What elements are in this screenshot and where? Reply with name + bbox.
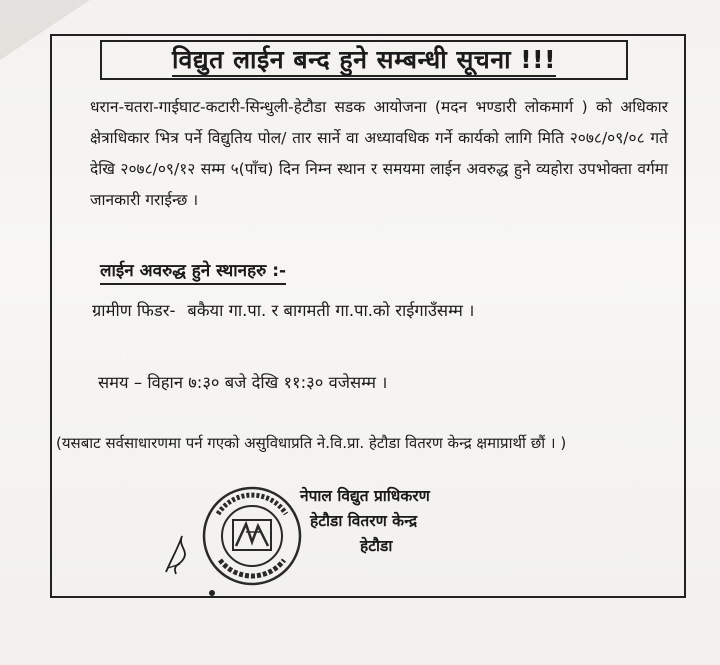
issuing-authority [290,484,510,559]
authority-city: हेटौडा [360,537,393,555]
authority-name: नेपाल विद्युत प्राधिकरण [300,487,430,505]
notice-title-box [100,40,628,80]
signature-mark [158,528,198,578]
office-seal-stamp [200,484,304,588]
feeder-line [92,298,474,321]
places-heading: लाईन अवरुद्ध हुने स्थानहरु :- [100,258,286,281]
feeder-value: बकैया गा.पा. र बागमती गा.पा.को राईगाउँसम्म । [187,301,475,320]
notice-title: विद्युत लाईन बन्द हुने सम्बन्धी सूचना !!! [172,45,556,77]
apology-note: (यसबाट सर्वसाधारणमा पर्न गएको असुविधाप्रति ने.वि.प्रा. हेटौडा वितरण केन्द्र क्षमाप्रार्थी छौं । ) [56,434,567,452]
feeder-label: ग्रामीण फिडर- [92,301,176,320]
ink-dot [209,590,215,596]
outage-time: समय – विहान ७:३० बजे देखि ११:३० वजेसम्म । [98,373,388,392]
authority-office: हेटौडा वितरण केन्द्र [310,512,418,530]
notice-body: धरान-चतरा-गाईघाट-कटारी-सिन्धुली-हेटौडा सडक आयोजना (मदन भण्डारी लोकमार्ग ) को अधिकार क्षेत्राधिकार भित्र पर्ने विद्युतिय पोल/ तार सार्ने वा अध्यावधिक गर्ने कार्यको लागि मिति २०७८/०९/०८ गते देखि २०७८/०९/१२ सम्म ५(पाँच) दिन निम्न स्थान र समयमा लाईन अवरुद्ध हुने व्यहोरा उपभोक्ता वर्गमा जानकारी गराईन्छ । [90,98,668,209]
